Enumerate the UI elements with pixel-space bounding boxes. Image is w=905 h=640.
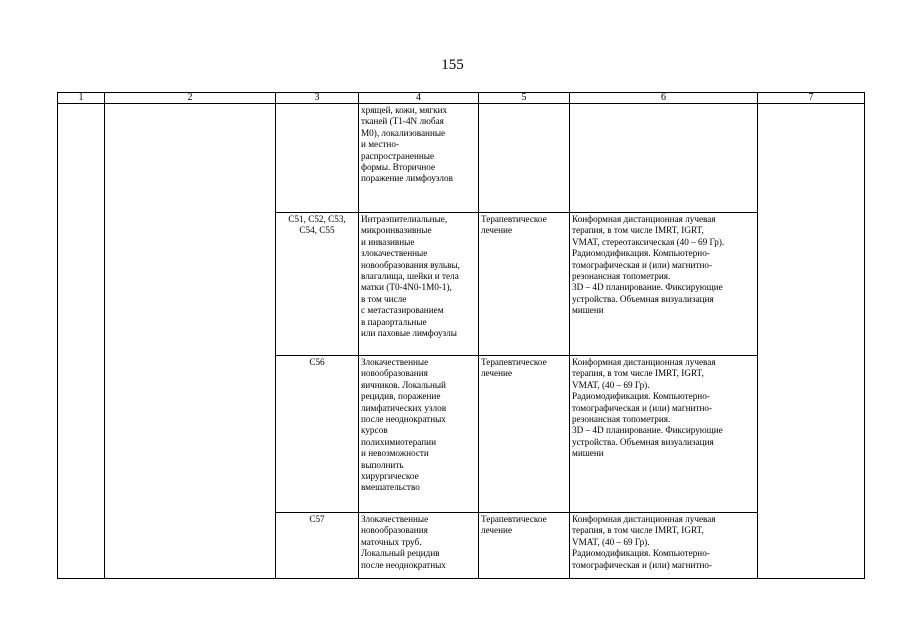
table-header-row — [58, 93, 865, 104]
diagnosis-cell: Интраэпителиальные, микроинвазивные и инвазивные злокачественные новообразования вульвы, влагалища, шейки и тела матки (T0-4N0-1M0-1), в том числе с метастазированием в параортальные или паховые лимфоузлы — [359, 213, 479, 356]
method-cell: Конформная дистанционная лучевая терапия, в том числе IMRT, IGRT, VMAT, (40 – 69 Гр). Радиомодификация. Компьютерно- томографическая и (или) магнитно- резонансная топометрия. 3D – 4D планирование. Фиксирующие устройства. Объемная визуализация мишени — [570, 356, 758, 513]
header-cell-7: 7 — [758, 93, 865, 104]
treatment-cell: Терапевтическое лечение — [479, 513, 570, 579]
header-cell-6: 6 — [570, 93, 758, 104]
header-cell-5: 5 — [479, 93, 570, 104]
treatment-cell: Терапевтическое лечение — [479, 213, 570, 356]
method-cell: Конформная дистанционная лучевая терапия, в том числе IMRT, IGRT, VMAT, стереотаксическая (40 – 69 Гр). Радиомодификация. Компьютерно- томографическая и (или) магнитно- резонансная топометрия. 3D – 4D планирование. Фиксирующие устройства. Объемная визуализация мишени — [570, 213, 758, 356]
code-cell: C56 — [276, 356, 359, 513]
header-cell-1: 1 — [58, 93, 105, 104]
header-cell-3: 3 — [276, 93, 359, 104]
table-row — [58, 104, 865, 213]
header-cell-2: 2 — [105, 93, 276, 104]
column-2-cell — [105, 104, 276, 579]
column-1-cell — [58, 104, 105, 579]
page-number: 155 — [441, 57, 464, 73]
method-cell — [570, 104, 758, 213]
code-cell: C57 — [276, 513, 359, 579]
diagnosis-cell: Злокачественные новообразования яичников. Локальный рецидив, поражение лимфатических узлов после неоднократных курсов полихимиотерапии и невозможности выполнить хирургическое вмешательство — [359, 356, 479, 513]
method-cell: Конформная дистанционная лучевая терапия, в том числе IMRT, IGRT, VMAT, (40 – 69 Гр). Радиомодификация. Компьютерно- томографическая и (или) магнитно- — [570, 513, 758, 579]
treatment-cell: Терапевтическое лечение — [479, 356, 570, 513]
treatment-table — [57, 92, 865, 579]
code-cell — [276, 104, 359, 213]
diagnosis-cell: Злокачественные новообразования маточных труб. Локальный рецидив после неоднократных — [359, 513, 479, 579]
code-cell: C51, C52, C53, C54, C55 — [276, 213, 359, 356]
diagnosis-cell: хрящей, кожи, мягких тканей (Т1-4N любая М0), локализованные и местно- распространенные формы. Вторичное поражение лимфоузлов — [359, 104, 479, 213]
header-cell-4: 4 — [359, 93, 479, 104]
column-7-cell — [758, 104, 865, 579]
treatment-cell — [479, 104, 570, 213]
